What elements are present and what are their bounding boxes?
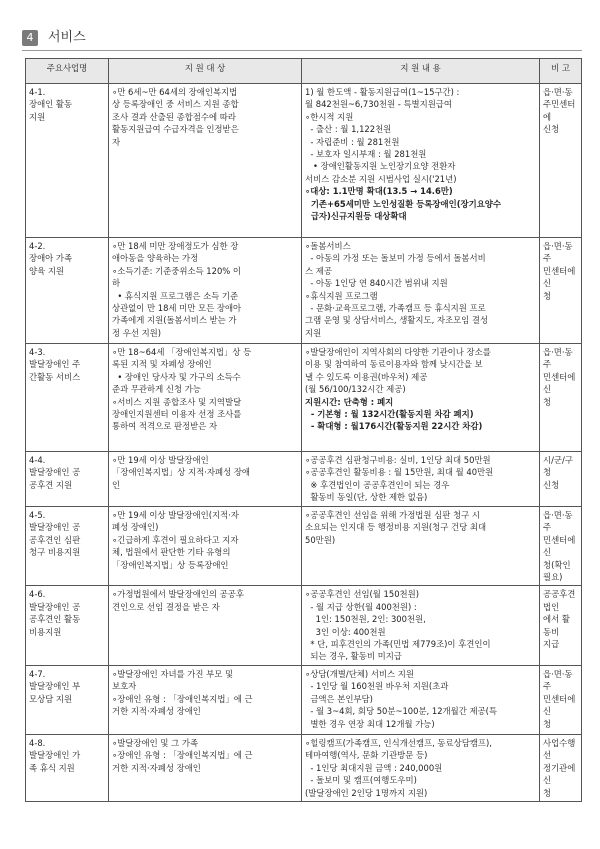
content-cell-line: 지원 bbox=[305, 327, 322, 338]
target-cell-line: 애아동을 양육하는 가정 bbox=[112, 253, 199, 264]
target-cell-line: 「장애인복지법」상 지적·자폐성 장애 bbox=[112, 467, 250, 478]
col-header-content: 지 원 내 용 bbox=[302, 59, 540, 84]
content-cell-line: ∘공공후견인 선임을 위해 가정법원 심판 청구 시 bbox=[305, 510, 480, 520]
program-cell-line: 공후견인 심판 bbox=[29, 534, 81, 545]
program-cell bbox=[26, 452, 109, 507]
program-cell-line: 4-1. bbox=[29, 87, 46, 97]
target-cell-line: 자 bbox=[112, 136, 121, 147]
program-cell-line: 족 휴식 지원 bbox=[29, 762, 75, 773]
target-cell-line: ∘서비스 지원 종합조사 및 지역발달 bbox=[112, 396, 242, 407]
content-cell-line: ∘공공후견인 활동비용 : 월 15만원, 최대 월 40만원 bbox=[305, 467, 494, 478]
target-cell-line: ∘가정법원에서 발달장애인의 공공후 bbox=[112, 589, 244, 600]
content-cell-line: - 아동 1인당 연 840시간 범위내 지원 bbox=[305, 278, 448, 289]
col-header-target: 지 원 대 상 bbox=[109, 59, 302, 84]
content-cell-line: - 출산 : 월 1,122천원 bbox=[305, 124, 392, 135]
target-cell-line: ∘소득기준: 기준중위소득 120% 이 bbox=[112, 265, 241, 276]
target-cell-line: ∘긴급하게 후견이 필요하다고 지자 bbox=[112, 534, 239, 545]
program-cell bbox=[26, 734, 109, 801]
content-cell-line: • 장애인활동지원 노인장기요양 전환자 bbox=[305, 161, 456, 172]
target-cell-line: 폐성 장애인) bbox=[112, 522, 159, 533]
target-cell-line: 준과 무관하게 신청 가능 bbox=[112, 384, 201, 395]
target-cell-line: 록된 지적 및 자폐성 장애인 bbox=[112, 359, 212, 370]
target-cell-line: 조사 결과 산출된 종합점수에 따라 bbox=[112, 111, 236, 122]
content-cell-line: ∘휴식지원 프로그램 bbox=[305, 290, 378, 301]
content-cell-line: 서비스 감소분 지원 시범사업 실시('21년) bbox=[305, 173, 457, 184]
program-cell bbox=[26, 507, 109, 586]
program-cell-line: 4-7. bbox=[29, 668, 46, 679]
col-header-program: 주요사업명 bbox=[26, 59, 109, 84]
content-cell bbox=[302, 238, 540, 344]
program-cell-line: 지원 bbox=[29, 111, 46, 122]
program-cell-line: 4-3. bbox=[29, 347, 46, 357]
note-cell bbox=[540, 507, 582, 586]
target-cell-line: ∘만 18~64세 「장애인복지법」상 등 bbox=[112, 347, 252, 357]
note-cell-line: 에서 활동비 bbox=[543, 614, 570, 637]
content-cell-line: - 1인당 최대지원 금액 : 240,000원 bbox=[305, 762, 443, 773]
note-cell-line: 신청 bbox=[543, 124, 560, 135]
target-cell-line: 정 우선 지원) bbox=[112, 327, 162, 338]
target-cell bbox=[109, 665, 302, 734]
note-cell bbox=[540, 344, 582, 452]
header-rule bbox=[22, 50, 582, 51]
note-cell-line: 읍·면·동 주 bbox=[543, 347, 576, 370]
target-cell bbox=[109, 507, 302, 586]
content-cell-line: 소요되는 인지대 등 행정비용 지원(청구 건당 최대 bbox=[305, 522, 487, 533]
note-cell-line: 지급 bbox=[543, 639, 560, 650]
content-cell-line: 활동비 동일(단, 상한 제한 없음) bbox=[305, 492, 428, 503]
program-cell-line: 간활동 서비스 bbox=[29, 371, 81, 382]
content-cell-line: ∘대상: 1.1만명 확대(13.5 → 14.6만) bbox=[305, 186, 453, 197]
content-cell-line: - 기본형 : 월 132시간(활동지원 차감 폐지) bbox=[305, 409, 474, 420]
program-cell-line: 발달장애인 부 bbox=[29, 681, 81, 692]
target-cell bbox=[109, 344, 302, 452]
program-cell-line: 공후견인 활동 bbox=[29, 614, 81, 625]
program-cell-line: 장애아 가족 bbox=[29, 253, 73, 264]
content-cell-line: 되는 경우, 활동비 미지급 bbox=[305, 651, 402, 662]
note-cell bbox=[540, 734, 582, 801]
program-cell-line: 발달장애인 공 bbox=[29, 522, 81, 533]
note-cell-line: 사업수행 선 bbox=[543, 737, 579, 761]
content-cell-line: 테마여행(역사, 문화 기관방문 등) bbox=[305, 750, 428, 761]
content-cell-line: (발달장애인 2인당 1명까지 지원) bbox=[305, 787, 428, 798]
content-cell-line: 별한 경우 연장 최대 12개월 가능) bbox=[305, 718, 435, 729]
program-cell bbox=[26, 586, 109, 665]
target-cell bbox=[109, 238, 302, 344]
program-cell-line: 4-8. bbox=[29, 737, 46, 748]
content-cell bbox=[302, 452, 540, 507]
target-cell-line: 인 bbox=[112, 479, 121, 490]
target-cell-line: ∘만 6세~만 64세의 장애인복지법 bbox=[112, 87, 238, 97]
target-cell-line: ∘장애인 유형 : 「장애인복지법」에 근 bbox=[112, 750, 253, 761]
target-cell bbox=[109, 84, 302, 238]
content-cell-line: 기존+65세미만 노인성질환 등록장애인(장기요양수 bbox=[305, 198, 501, 209]
content-cell bbox=[302, 344, 540, 452]
program-cell bbox=[26, 238, 109, 344]
note-cell-line: 민센터에 신 bbox=[543, 534, 579, 558]
table-row bbox=[26, 586, 582, 665]
program-cell bbox=[26, 84, 109, 238]
content-cell-line: - 아동의 가정 또는 돌보미 가정 등에서 돌봄서비 bbox=[305, 253, 486, 264]
target-cell-line: 하 bbox=[112, 278, 121, 289]
note-cell bbox=[540, 84, 582, 238]
target-cell-line: 거한 지적·자폐성 장애인 bbox=[112, 706, 201, 717]
content-cell-line: - 1인당 월 160천원 바우처 지원(초과 bbox=[305, 681, 449, 692]
target-cell-line: • 휴식지원 프로그램은 소득 기준 bbox=[112, 290, 239, 301]
content-cell-line: 이용 및 참여하여 동료이용자와 함께 낮시간을 보 bbox=[305, 359, 483, 370]
target-cell-line: ∘만 19세 이상 발달장애인 bbox=[112, 455, 209, 465]
target-cell-line: 거한 지적·자폐성 장애인 bbox=[112, 762, 201, 773]
program-cell-line: 4-5. bbox=[29, 510, 46, 520]
program-cell-line: 청구 비용지원 bbox=[29, 547, 81, 558]
table-header-row bbox=[26, 59, 582, 84]
content-cell-line: - 월 3~4회, 회당 50분~100분, 12개월간 제공(특 bbox=[305, 706, 497, 717]
content-cell bbox=[302, 665, 540, 734]
content-cell bbox=[302, 586, 540, 665]
service-table bbox=[25, 58, 582, 802]
section-header bbox=[22, 28, 582, 50]
content-cell-line: 1인: 150천원, 2인: 300천원, bbox=[305, 614, 426, 625]
note-cell-line: 정기관에 신 bbox=[543, 762, 579, 786]
note-cell-line: 청 bbox=[543, 718, 552, 729]
content-cell-line: - 월 지급 상한(월 400천원) : bbox=[305, 601, 417, 612]
content-cell-line: ∘돌봄서비스 bbox=[305, 241, 351, 251]
note-cell-line: 읍·면·동 bbox=[543, 87, 573, 97]
content-cell-line: - 돌보미 및 캠프(여행도우미) bbox=[305, 775, 417, 786]
section-number: 4 bbox=[22, 30, 38, 46]
note-cell-line: 민센터에 신 bbox=[543, 693, 579, 717]
program-cell-line: 공후견 지원 bbox=[29, 479, 73, 490]
table-row bbox=[26, 238, 582, 344]
content-cell-line: - 확대형 : 월176시간(활동지원 22시간 차감) bbox=[305, 421, 483, 432]
target-cell-line: ∘만 19세 이상 발달장애인(지적·자 bbox=[112, 510, 239, 520]
note-cell-line: 민센터에 신 bbox=[543, 265, 579, 289]
content-cell-line: (월 56/100/132시간 제공) bbox=[305, 384, 406, 395]
note-cell-line: 주민센터에 bbox=[543, 99, 576, 122]
program-cell-line: 4-6. bbox=[29, 589, 46, 600]
program-cell bbox=[26, 665, 109, 734]
content-cell-line: 낼 수 있도록 이용권(바우처) 제공 bbox=[305, 371, 428, 382]
target-cell-line: ∘발달장애인 자녀를 가진 부모 및 bbox=[112, 668, 234, 679]
target-cell-line: ∘만 18세 미만 장애정도가 심한 장 bbox=[112, 241, 239, 251]
note-cell-line: 청(확인필요) bbox=[543, 559, 571, 583]
content-cell-line: 3인 이상: 400천원 bbox=[305, 626, 386, 637]
content-cell-line: 급자)신규지원등 대상확대 bbox=[305, 211, 407, 222]
target-cell-line: ∘발달장애인 및 그 가족 bbox=[112, 737, 199, 748]
note-cell-line: 공공후견법인 bbox=[543, 589, 576, 612]
table-row bbox=[26, 734, 582, 801]
col-header-note: 비 고 bbox=[540, 59, 582, 84]
note-cell-line: 읍·면·동 주 bbox=[543, 241, 576, 264]
target-cell bbox=[109, 734, 302, 801]
program-cell-line: 4-2. bbox=[29, 241, 46, 251]
target-cell-line: 통하여 적격으로 판정받은 자 bbox=[112, 421, 218, 432]
note-cell-line: 청 bbox=[543, 787, 552, 798]
note-cell bbox=[540, 452, 582, 507]
content-cell-line: ∘공공후견인 선임(월 150천원) bbox=[305, 589, 419, 600]
content-cell-line: ∘발달장애인이 지역사회의 다양한 기관이나 장소를 bbox=[305, 347, 491, 357]
target-cell-line: 장애인지원센터 이용자 선정 조사를 bbox=[112, 409, 242, 420]
table-row bbox=[26, 84, 582, 238]
program-cell-line: 4-4. bbox=[29, 455, 46, 465]
content-cell-line: 스 제공 bbox=[305, 265, 332, 276]
content-cell-line: - 자립준비 : 월 281천원 bbox=[305, 136, 400, 147]
program-cell-line: 발달장애인 공 bbox=[29, 467, 81, 478]
section-title: 서비스 bbox=[48, 30, 86, 45]
table-row bbox=[26, 665, 582, 734]
target-cell-line: 가족에게 지원(돌봄서비스 받는 가 bbox=[112, 315, 237, 326]
content-cell bbox=[302, 84, 540, 238]
content-cell bbox=[302, 734, 540, 801]
note-cell-line: 민센터에 신 bbox=[543, 371, 579, 395]
content-cell-line: ∘한시적 지원 bbox=[305, 111, 354, 122]
note-cell-line: 읍·면·동 주 bbox=[543, 510, 576, 533]
note-cell-line: 청 bbox=[543, 396, 552, 407]
target-cell-line: 체, 법원에서 판단한 기타 유형의 bbox=[112, 547, 231, 558]
target-cell-line: 보호자 bbox=[112, 681, 137, 692]
target-cell-line: ∘장애인 유형 : 「장애인복지법」에 근 bbox=[112, 693, 253, 704]
content-cell-line: 월 842천원~6,730천원 - 특별지원급여 bbox=[305, 99, 452, 110]
target-cell-line: 활동지원급여 수급자격을 인정받은 bbox=[112, 124, 239, 135]
target-cell bbox=[109, 452, 302, 507]
content-cell-line: ∘상담(개별/단체) 서비스 지원 bbox=[305, 668, 414, 679]
content-cell-line: 50만원) bbox=[305, 534, 336, 545]
content-cell-line: ※ 후견법인이 공공후견인이 되는 경우 bbox=[305, 479, 450, 490]
program-cell-line: 발달장애인 주 bbox=[29, 359, 81, 370]
table-row bbox=[26, 344, 582, 452]
program-cell-line: 양육 지원 bbox=[29, 265, 65, 276]
content-cell-line: ∘힐링캠프(가족캠프, 인식개선캠프, 동료상담캠프), bbox=[305, 737, 492, 748]
target-cell-line: • 장애인 당사자 및 가구의 소득수 bbox=[112, 371, 241, 382]
note-cell bbox=[540, 665, 582, 734]
content-cell-line: 1) 월 한도액 - 활동지원급여(1~15구간) : bbox=[305, 87, 460, 97]
content-cell-line: 지원시간: 단축형 : 폐지 bbox=[305, 396, 394, 407]
target-cell-line: 「장애인복지법」상 등록장애인 bbox=[112, 559, 229, 570]
program-cell-line: 발달장애인 가 bbox=[29, 750, 81, 761]
content-cell-line: - 문화·교육프로그램, 가족캠프 등 휴식지원 프로 bbox=[305, 303, 486, 314]
program-cell-line: 비용지원 bbox=[29, 626, 62, 637]
target-cell-line: 상관없이 만 18세 미만 모든 장애아 bbox=[112, 303, 242, 314]
program-cell bbox=[26, 344, 109, 452]
target-cell-line: 견인으로 선임 결정을 받은 자 bbox=[112, 601, 220, 612]
note-cell bbox=[540, 238, 582, 344]
content-cell-line: - 보호자 일시부재 : 월 281천원 bbox=[305, 149, 427, 160]
note-cell bbox=[540, 586, 582, 665]
content-cell-line: * 단, 피후견인의 가족(민법 제779조)이 후견인이 bbox=[305, 639, 491, 650]
content-cell-line: 그램 운영 및 상담서비스, 생활지도, 자조모임 결성 bbox=[305, 315, 489, 326]
content-cell bbox=[302, 507, 540, 586]
note-cell-line: 읍·면·동 주 bbox=[543, 668, 576, 692]
target-cell bbox=[109, 586, 302, 665]
content-cell-line: 금액은 본인부담) bbox=[305, 693, 373, 704]
table-row bbox=[26, 507, 582, 586]
target-cell-line: 상 등록장애인 중 서비스 지원 종합 bbox=[112, 99, 239, 110]
note-cell-line: 신청 bbox=[543, 479, 560, 490]
program-cell-line: 모상담 지원 bbox=[29, 693, 73, 704]
note-cell-line: 시/군/구청 bbox=[543, 455, 573, 478]
program-cell-line: 발달장애인 공 bbox=[29, 601, 81, 612]
note-cell-line: 청 bbox=[543, 290, 552, 301]
content-cell-line: ∘공공후견 심판청구비용: 실비, 1인당 최대 50만원 bbox=[305, 455, 491, 465]
program-cell-line: 장애인 활동 bbox=[29, 99, 73, 110]
table-row bbox=[26, 452, 582, 507]
